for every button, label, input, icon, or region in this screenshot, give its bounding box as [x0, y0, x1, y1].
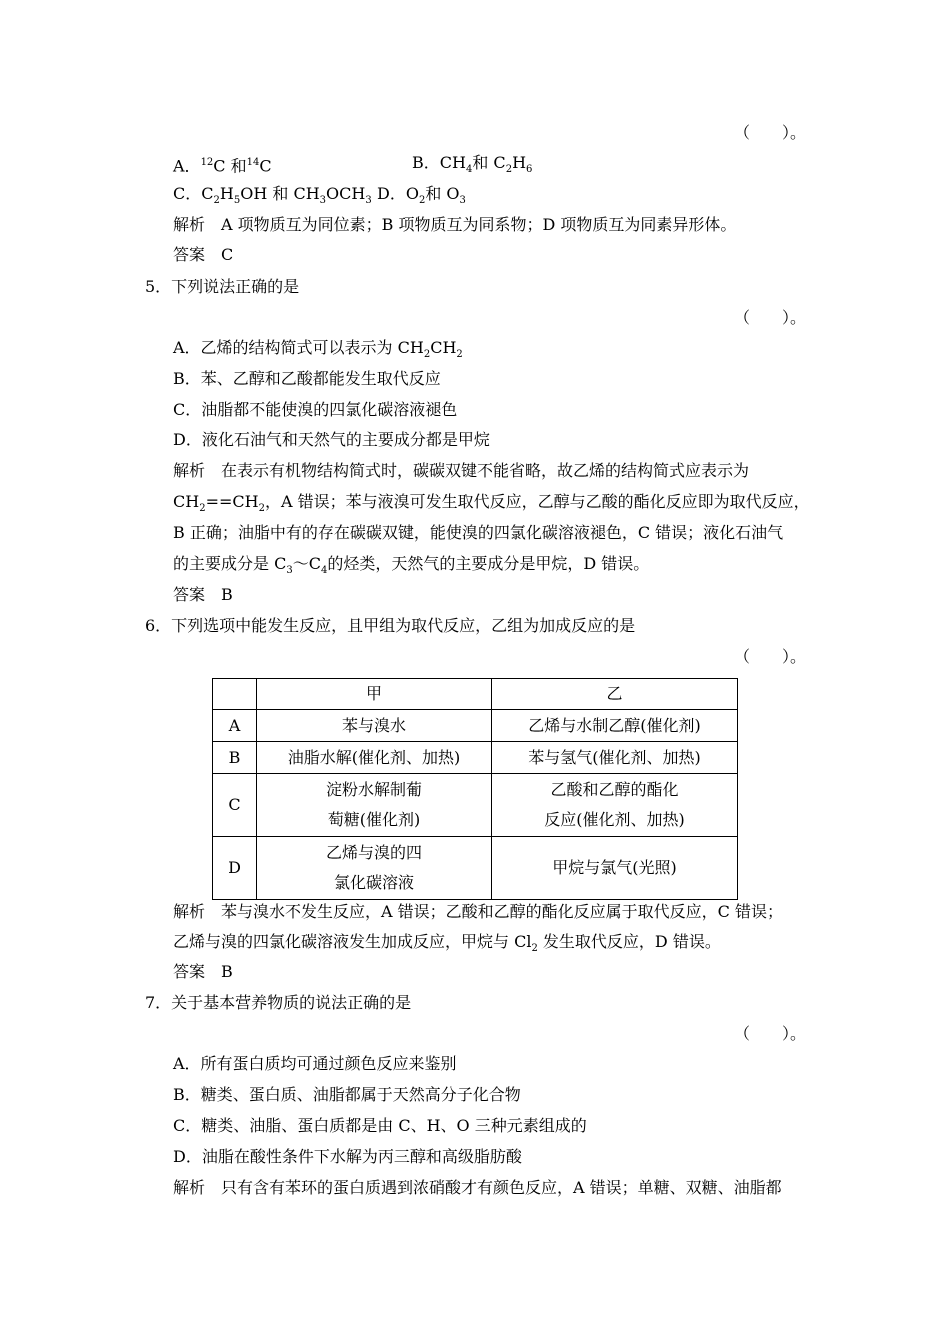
- q5-analysis-line-2: $CH_2==CH_2$，A 错误；苯与液溴可发生取代反应，乙醇与乙酸的酯化反应即为取代反应，: [173, 492, 810, 515]
- q6-analysis-line-1: 解析 苯与溴水不发生反应，A 错误；乙酸和乙醇的酯化反应属于取代反应，C 错误；: [173, 902, 783, 921]
- table-row: [213, 710, 738, 742]
- q5-stem: 5．下列说法正确的是: [145, 277, 300, 296]
- q4-answer: 答案 C: [173, 245, 234, 264]
- q7-option-c: C．糖类、油脂、蛋白质都是由 C、H、O 三种元素组成的: [173, 1116, 587, 1135]
- cell-line: 淀粉水解制葡: [325, 780, 422, 799]
- cell-jia: [257, 774, 492, 837]
- q5-answer-paren: （ ）。: [733, 308, 806, 327]
- cell-line: 氯化碳溶液: [333, 873, 414, 892]
- cell-jia: 苯与溴水: [257, 710, 492, 742]
- q5-option-c: C．油脂都不能使溴的四氯化碳溶液褪色: [173, 400, 458, 419]
- q4-option-c: C．$C_2H_5OH$ 和 $CH_3OCH_3$: [173, 184, 372, 207]
- q4-option-d: D．$O_2$和 $O_3$: [377, 184, 466, 207]
- cell-yi: 苯与氢气(催化剂、加热): [492, 742, 738, 774]
- cell-line: 乙烯与溴的四: [325, 843, 422, 862]
- q5-analysis-line-4: 的主要成分是 $C_3\sim C_4$的烃类，天然气的主要成分是甲烷，D 错误。: [173, 554, 650, 577]
- q7-answer-paren: （ ）。: [733, 1024, 806, 1043]
- q4-answer-paren: （ ）。: [733, 123, 806, 142]
- q6-answer-paren: （ ）。: [733, 647, 806, 666]
- table-row: [213, 742, 738, 774]
- q4-option-a: A．$^{12}$C 和$^{14}$C: [173, 156, 272, 176]
- row-key: A: [213, 710, 257, 742]
- cell-jia: 油脂水解(催化剂、加热): [257, 742, 492, 774]
- q6-answer: 答案 B: [173, 962, 233, 981]
- q6-stem: 6．下列选项中能发生反应，且甲组为取代反应，乙组为加成反应的是: [145, 616, 636, 635]
- q7-option-b: B．糖类、蛋白质、油脂都属于天然高分子化合物: [173, 1085, 521, 1104]
- table-header-jia: 甲: [257, 679, 492, 710]
- row-key: C: [213, 774, 257, 837]
- cell-jia: [257, 837, 492, 900]
- table-header-blank: [213, 679, 257, 710]
- table-header-row: [213, 679, 738, 710]
- table-header-yi: 乙: [492, 679, 738, 710]
- q6-table: [212, 678, 738, 900]
- q5-analysis-line-3: B 正确；油脂中有的存在碳碳双键，能使溴的四氯化碳溶液褪色，C 错误；液化石油气: [173, 523, 784, 542]
- q6-analysis-line-2: 乙烯与溴的四氯化碳溶液发生加成反应，甲烷与 $Cl_2$ 发生取代反应，D 错误。: [173, 932, 721, 955]
- q7-option-d: D．油脂在酸性条件下水解为丙三醇和高级脂肪酸: [173, 1147, 522, 1166]
- q4-analysis: 解析 A 项物质互为同位素；B 项物质互为同系物；D 项物质互为同素异形体。: [173, 215, 737, 234]
- cell-line: 萄糖(催化剂): [327, 810, 421, 829]
- q5-answer: 答案 B: [173, 585, 233, 604]
- q7-analysis-line-1: 解析 只有含有苯环的蛋白质遇到浓硝酸才有颜色反应，A 错误；单糖、双糖、油脂都: [173, 1178, 782, 1197]
- cell-yi: 乙烯与水制乙醇(催化剂): [492, 710, 738, 742]
- cell-yi: [492, 774, 738, 837]
- q5-option-d: D．液化石油气和天然气的主要成分都是甲烷: [173, 430, 490, 449]
- table-row: [213, 774, 738, 837]
- q7-option-a: A．所有蛋白质均可通过颜色反应来鉴别: [173, 1054, 457, 1073]
- cell-yi: 甲烷与氯气(光照): [492, 837, 738, 900]
- q5-option-b: B．苯、乙醇和乙酸都能发生取代反应: [173, 369, 441, 388]
- q7-stem: 7．关于基本营养物质的说法正确的是: [145, 993, 412, 1012]
- row-key: D: [213, 837, 257, 900]
- cell-line: 反应(催化剂、加热): [544, 810, 685, 829]
- q5-option-a: A．乙烯的结构简式可以表示为 $CH_2CH_2$: [173, 338, 463, 361]
- row-key: B: [213, 742, 257, 774]
- table-row: [213, 837, 738, 900]
- q5-analysis-line-1: 解析 在表示有机物结构简式时，碳碳双键不能省略，故乙烯的结构简式应表示为: [173, 461, 750, 480]
- q4-option-b: B．$CH_4$和 $C_2H_6$: [412, 153, 533, 176]
- cell-line: 乙酸和乙醇的酯化: [550, 780, 679, 799]
